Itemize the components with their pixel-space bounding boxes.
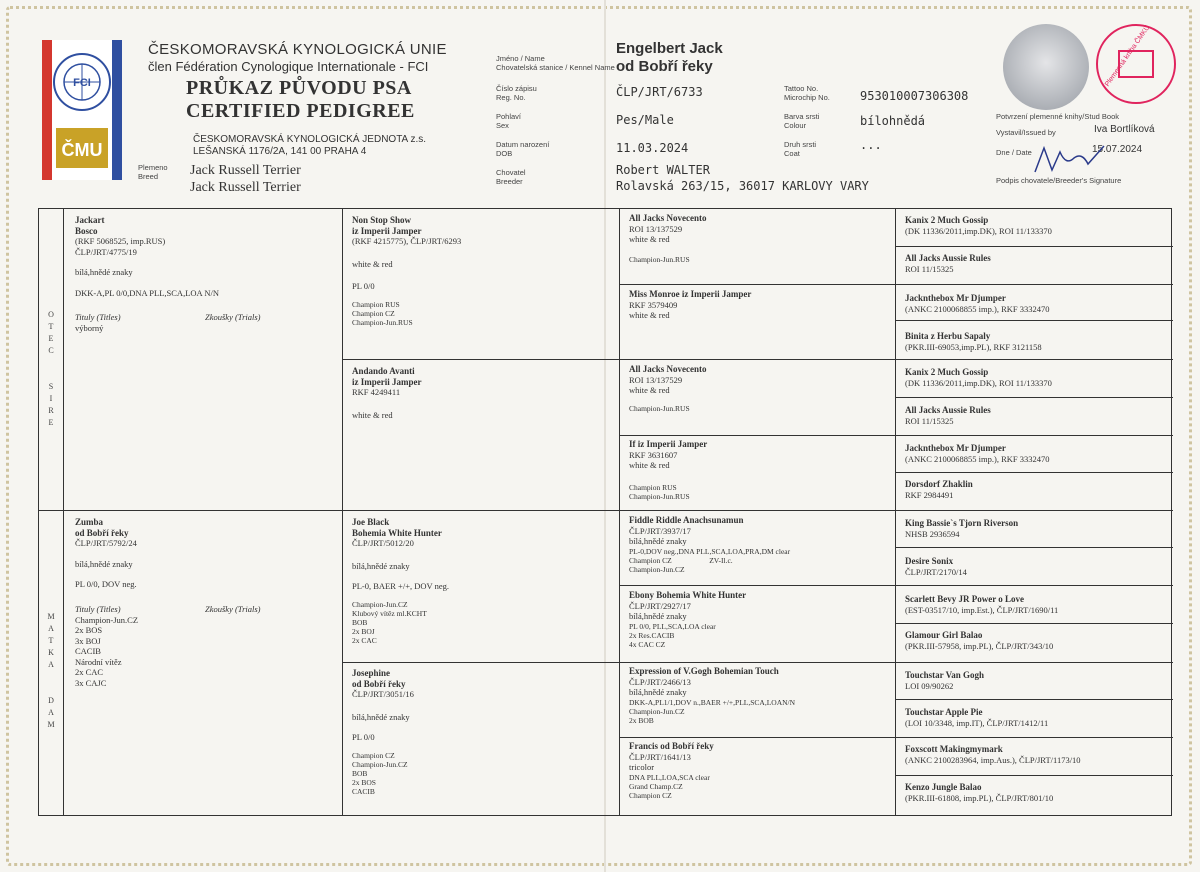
svg-text:ČMU: ČMU (61, 140, 103, 160)
gen4-reg: (LOI 10/3348, imp.IT), ČLP/JRT/1412/11 (905, 717, 1049, 728)
gen4-reg: ČLP/JRT/2170/14 (905, 566, 967, 577)
gen4-reg: (DK 11336/2011,imp.DK), ROI 11/133370 (905, 225, 1052, 236)
gen4-reg: (PKR.III-69053,imp.PL), RKF 3121158 (905, 341, 1042, 352)
gen3-colour: bílá,hnědé znaky (629, 611, 687, 621)
gen4-reg: (DK 11336/2011,imp.DK), ROI 11/133370 (905, 377, 1052, 388)
gen4-reg: LOI 09/90262 (905, 680, 954, 691)
title-cz: PRŮKAZ PŮVODU PSA (186, 77, 412, 99)
sire-name: Jackart (75, 215, 105, 225)
gen3-cell (629, 289, 891, 321)
gen3-colour: white & red (629, 234, 670, 244)
gen3-name: Ebony Bohemia White Hunter (629, 590, 747, 600)
gen2-titles: Champion RUS Champion CZ Champion-Jun.RUS (352, 299, 413, 327)
gen4-cell (905, 405, 1169, 426)
gen2-kennel: Bohemia White Hunter (352, 527, 442, 538)
breed-label: Plemeno Breed (138, 163, 168, 181)
gen4-reg: RKF 2984491 (905, 489, 954, 500)
stamp-text: Plemenná kniha ČMKU (1104, 24, 1152, 89)
gen3-reg: ČLP/JRT/2927/17 (629, 600, 691, 611)
breed-cz: Jack Russell Terrier (190, 163, 301, 178)
gen2-kennel: iz Imperii Jamper (352, 376, 422, 387)
gen3-name: All Jacks Novecento (629, 213, 707, 223)
gen3-reg: ČLP/JRT/1641/13 (629, 751, 691, 762)
breeder-label: Chovatel Breeder (496, 168, 526, 186)
gen2-name: Andando Avanti (352, 366, 415, 376)
gen2-cell (352, 517, 614, 645)
gen4-cell (905, 443, 1169, 464)
gen2-colour: white & red (352, 409, 393, 420)
dam-name: Zumba (75, 517, 104, 527)
gen2-cell (352, 366, 614, 420)
gen4-reg: ROI 11/15325 (905, 263, 954, 274)
sire-reg: (RKF 5068525, imp.RUS) (75, 236, 166, 246)
reg-label: Číslo zápisu Reg. No. (496, 84, 537, 102)
dam-titles: Champion-Jun.CZ 2x BOS 3x BOJ CACIB Národní vítěz 2x CAC 3x CAJC (75, 614, 139, 688)
signature-mark (1030, 142, 1110, 178)
dam-health: PL 0/0, DOV neg. (75, 579, 137, 589)
gen3-cell (629, 590, 891, 649)
dam-side-label: M A T K A D A M (47, 612, 55, 729)
gen4-cell (905, 253, 1169, 274)
gen3-name: Miss Monroe iz Imperii Jamper (629, 289, 752, 299)
gen3-name: If iz Imperii Jamper (629, 439, 708, 449)
gen4-cell (905, 367, 1169, 388)
gen3-colour: white & red (629, 385, 670, 395)
gen2-reg: RKF 4249411 (352, 387, 401, 397)
org-membership: člen Fédération Cynologique Internationale - FCI (148, 59, 429, 74)
gen4-reg: (PKR.III-57958, imp.PL), ČLP/JRT/343/10 (905, 640, 1054, 651)
sex-value: Pes/Male (616, 113, 674, 127)
gen2-kennel: iz Imperii Jamper (352, 225, 422, 236)
gen3-reg: RKF 3579409 (629, 299, 678, 310)
dob-value: 11.03.2024 (616, 141, 689, 155)
gen3-extra: Champion-Jun.RUS (629, 254, 690, 264)
gen4-cell (905, 331, 1169, 352)
gen4-name: All Jacks Aussie Rules (905, 405, 991, 415)
gen4-name: Scarlett Bevy JR Power o Love (905, 594, 1025, 604)
signature-label: Podpis chovatele/Breeder's Signature (996, 176, 1122, 185)
gen3-reg: RKF 3631607 (629, 449, 678, 460)
gen2-cell (352, 668, 614, 796)
gen3-reg: ČLP/JRT/3937/17 (629, 525, 691, 536)
gen4-cell (905, 518, 1169, 539)
gen2-colour: bílá,hnědé znaky (352, 711, 410, 722)
gen3-extra: DNA PLL,LOA,SCA clear Grand Champ.CZ Champion CZ (629, 772, 710, 800)
gen4-cell (905, 782, 1169, 803)
gen3-cell (629, 439, 891, 501)
svg-text:FCI: FCI (73, 77, 91, 89)
gen4-name: Kanix 2 Much Gossip (905, 367, 989, 377)
gen2-reg: ČLP/JRT/3051/16 (352, 689, 414, 699)
gen4-reg: (ANKC 2100068855 imp.), RKF 3332470 (905, 303, 1050, 314)
gen3-extra: DKK-A,PL1/1,DOV n.,BAER +/+,PLL,SCA,LOAN/N Champion-Jun.CZ 2x BOB (629, 697, 796, 725)
gen2-health: PL-0, BAER +/+, DOV neg. (352, 581, 450, 591)
tattoo-label: Tattoo No. Microchip No. (784, 84, 830, 102)
gen3-cell (629, 515, 891, 574)
gen4-reg: (PKR.III-61808, imp.PL), ČLP/JRT/801/10 (905, 792, 1054, 803)
gen4-cell (905, 293, 1169, 314)
dam-titles-label: Tituly (Titles) (75, 603, 121, 614)
gen4-reg: (ANKC 2100283964, imp.Aus.), ČLP/JRT/1173/10 (905, 754, 1081, 765)
date-label: Dne / Date (996, 148, 1032, 157)
gen2-colour: white & red (352, 258, 393, 269)
gen3-name: Expression of V.Gogh Bohemian Touch (629, 666, 779, 676)
gen3-cell (629, 364, 891, 413)
sire-titles: výborný (75, 323, 104, 333)
gen3-colour: white & red (629, 310, 670, 320)
sire-titles-label: Tituly (Titles) (75, 312, 121, 322)
gen3-colour: white & red (629, 460, 670, 470)
issued-label: Vystavil/Issued by (996, 128, 1056, 137)
dam-trials-label: Zkoušky (Trials) (205, 603, 261, 614)
org-name: ČESKOMORAVSKÁ KYNOLOGICKÁ UNIE (148, 41, 447, 58)
breeder-name: Robert WALTER (616, 163, 710, 177)
sire-cell (75, 215, 337, 334)
gen4-cell (905, 594, 1169, 615)
dam-colour: bílá,hnědé znaky (75, 558, 133, 569)
dog-name: Engelbert Jack (616, 40, 723, 57)
gen3-extra: Champion-Jun.RUS (629, 403, 690, 413)
gen3-reg: ROI 13/137529 (629, 223, 683, 234)
gen4-name: Binita z Herbu Sapaly (905, 331, 991, 341)
gen3-colour: bílá,hnědé znaky (629, 536, 687, 546)
gen3-name: Fiddle Riddle Anachsunamun (629, 515, 744, 525)
gen4-cell (905, 670, 1169, 691)
gen2-colour: bílá,hnědé znaky (352, 560, 410, 571)
gen3-extra: PL 0/0, PLL,SCA,LOA clear 2x Res.CACIB 4x CAC CZ (629, 621, 716, 649)
coat-label: Druh srsti Coat (784, 140, 817, 158)
gen3-cell (629, 666, 891, 725)
gen4-reg: ROI 11/15325 (905, 415, 954, 426)
jednota-address: LEŠANSKÁ 1176/2A, 141 00 PRAHA 4 (193, 146, 367, 157)
fci-cmku-logo (42, 40, 122, 180)
gen4-reg: (ANKC 2100068855 imp.), RKF 3332470 (905, 453, 1050, 464)
dam-name-2: od Bobří řeky (75, 527, 129, 538)
gen3-reg: ČLP/JRT/2466/13 (629, 676, 691, 687)
gen3-name: Francis od Bobří řeky (629, 741, 714, 751)
title-en: CERTIFIED PEDIGREE (186, 100, 415, 122)
gen2-health: PL 0/0 (352, 732, 375, 742)
gen3-extra: Champion RUS Champion-Jun.RUS (629, 482, 690, 501)
gen2-name: Josephine (352, 668, 391, 678)
gen4-reg: (EST-03517/10, imp.Est.), ČLP/JRT/1690/11 (905, 604, 1059, 615)
name-label: Jméno / Name Chovatelská stanice / Kennel Name (496, 54, 615, 72)
colour-label: Barva srsti Colour (784, 112, 820, 130)
gen3-cell (629, 213, 891, 264)
gen2-health: PL 0/0 (352, 281, 375, 291)
sex-label: Pohlaví Sex (496, 112, 522, 130)
sire-side-label: O T E C S I R E (48, 310, 54, 427)
sire-health: DKK-A,PL 0/0,DNA PLL,SCA,LOA N/N (75, 287, 219, 298)
breed-en: Jack Russell Terrier (190, 180, 301, 195)
gen4-name: Touchstar Van Gogh (905, 670, 985, 680)
gen4-name: Kenzo Jungle Balao (905, 782, 982, 792)
gen4-name: King Bassie`s Tjorn Riverson (905, 518, 1019, 528)
gen2-titles: Champion CZ Champion-Jun.CZ BOB 2x BOS CACIB (352, 750, 408, 796)
dam-reg: ČLP/JRT/5792/24 (75, 538, 137, 548)
gen4-cell (905, 744, 1169, 765)
gen3-name: All Jacks Novecento (629, 364, 707, 374)
jednota-name: ČESKOMORAVSKÁ KYNOLOGICKÁ JEDNOTA z.s. (193, 134, 427, 145)
dam-cell (75, 517, 337, 688)
gen3-colour: bílá,hnědé znaky (629, 687, 687, 697)
gen4-name: All Jacks Aussie Rules (905, 253, 991, 263)
gen3-reg: ROI 13/137529 (629, 374, 683, 385)
kennel-name: od Bobří řeky (616, 58, 713, 75)
confirm-label: Potvrzení plemenné knihy/Stud Book (996, 112, 1119, 121)
pedigree-table (38, 208, 1172, 816)
gen4-name: Desire Sonix (905, 556, 954, 566)
gen4-cell (905, 215, 1169, 236)
sire-name-2: Bosco (75, 225, 98, 236)
gen4-name: Jacknthebox Mr Djumper (905, 293, 1006, 303)
gen4-name: Foxscott Makingmymark (905, 744, 1003, 754)
gen3-extra: PL-0,DOV neg.,DNA PLL,SCA,LOA,PRA,DM clear Champion CZ ZV-Il.c. Champion-Jun.CZ (629, 546, 791, 574)
issued-by: Iva Bortlíková (1094, 124, 1155, 135)
sire-reg-2: ČLP/JRT/4775/19 (75, 246, 137, 257)
gen4-cell (905, 630, 1169, 651)
gen3-colour: tricolor (629, 762, 655, 772)
colour-value: bílohnědá (860, 114, 926, 128)
gen2-kennel: od Bobří řeky (352, 678, 406, 689)
gen2-titles: Champion-Jun.CZ Klubový vítěz ml.KCHT BOB 2x BOJ 2x CAC (352, 599, 427, 645)
gen4-name: Kanix 2 Much Gossip (905, 215, 989, 225)
gen4-cell (905, 707, 1169, 728)
gen4-name: Dorsdorf Zhaklin (905, 479, 973, 489)
gen2-name: Non Stop Show (352, 215, 412, 225)
gen2-reg: (RKF 4215775), ČLP/JRT/6293 (352, 236, 462, 246)
gen2-cell (352, 215, 614, 327)
issue-date: 15.07.2024 (1092, 144, 1143, 155)
chip-value: 953010007306308 (860, 89, 969, 103)
gen4-name: Glamour Girl Balao (905, 630, 983, 640)
sire-trials-label: Zkoušky (Trials) (205, 312, 261, 322)
gen2-reg: ČLP/JRT/5012/20 (352, 538, 414, 548)
gen4-cell (905, 556, 1169, 577)
sire-colour: bílá,hnědé znaky (75, 267, 133, 277)
hologram-seal (1003, 24, 1089, 110)
gen4-name: Jacknthebox Mr Djumper (905, 443, 1006, 453)
reg-number: ČLP/JRT/6733 (616, 85, 703, 99)
breeder-address: Rolavská 263/15, 36017 KARLOVY VARY (616, 179, 869, 193)
gen3-cell (629, 741, 891, 800)
coat-value: ... (860, 138, 882, 152)
gen4-name: Touchstar Apple Pie (905, 707, 983, 717)
gen2-name: Joe Black (352, 517, 390, 527)
gen4-reg: NHSB 2936594 (905, 528, 960, 539)
dob-label: Datum narození DOB (496, 140, 550, 158)
gen4-cell (905, 479, 1169, 500)
